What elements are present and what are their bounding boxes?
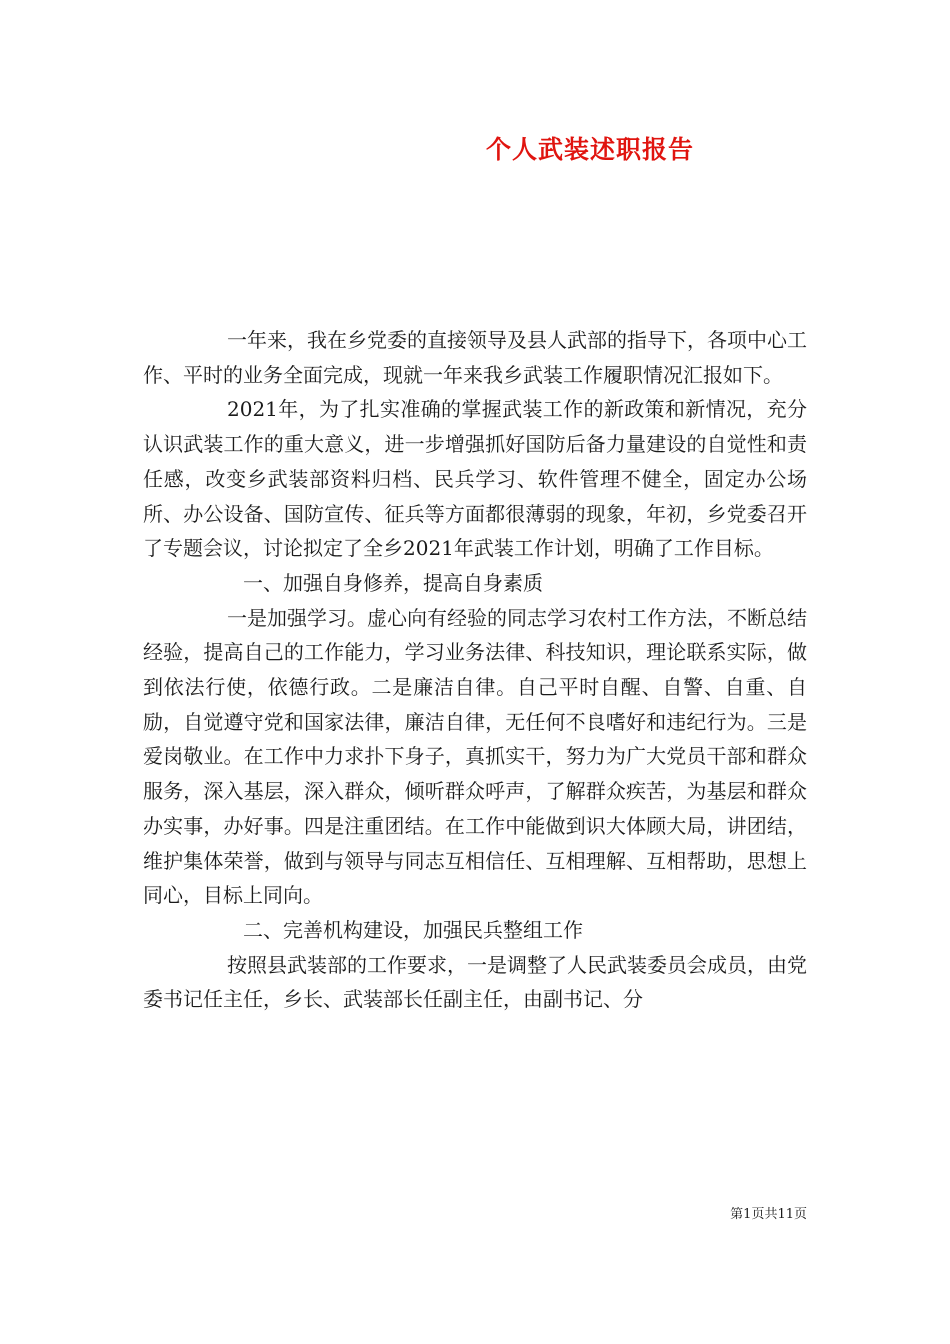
section-heading-1: 一、加强自身修养，提高自身素质: [243, 570, 543, 595]
paragraph-plan: 2021年，为了扎实准确的掌握武装工作的新政策和新情况，充分认识武装工作的重大意义，进一步增强抓好国防后备力量建设的自觉性和责任感，改变乡武装部资料归档、民兵学习、软件管理不健全，固定办公场所、办公设备、国防宣传、征兵等方面都很薄弱的现象，年初，乡党委召开了专题会议，讨论拟定了全乡2021年武装工作计划，明确了工作目标。: [143, 397, 807, 561]
paragraph-organization: 按照县武装部的工作要求，一是调整了人民武装委员会成员，由党委书记任主任，乡长、武装部长任副主任，由副书记、分: [143, 952, 807, 1012]
document-body: [143, 323, 807, 1017]
paragraph-intro: 一年来，我在乡党委的直接领导及县人武部的指导下，各项中心工作、平时的业务全面完成，现就一年来我乡武装工作履职情况汇报如下。: [143, 328, 807, 387]
page-number-footer: 第1页共11页: [730, 1207, 807, 1222]
section-heading-2: 二、完善机构建设，加强民兵整组工作: [243, 917, 583, 942]
paragraph-self-improvement: 一是加强学习。虚心向有经验的同志学习农村工作方法，不断总结经验，提高自己的工作能力，学习业务法律、科技知识，理论联系实际，做到依法行使，依德行政。二是廉洁自律。自己平时自醒、自警、自重、自励，自觉遵守党和国家法律，廉洁自律，无任何不良嗜好和违纪行为。三是爱岗敬业。在工作中力求扑下身子，真抓实干，努力为广大党员干部和群众服务，深入基层，深入群众，倾听群众呼声，了解群众疾苦，为基层和群众办实事，办好事。四是注重团结。在工作中能做到识大体顾大局，讲团结，维护集体荣誉，做到与领导与同志互相信任、互相理解、互相帮助，思想上同心，目标上同向。: [143, 605, 807, 908]
document-title: 个人武装述职报告: [485, 135, 694, 164]
